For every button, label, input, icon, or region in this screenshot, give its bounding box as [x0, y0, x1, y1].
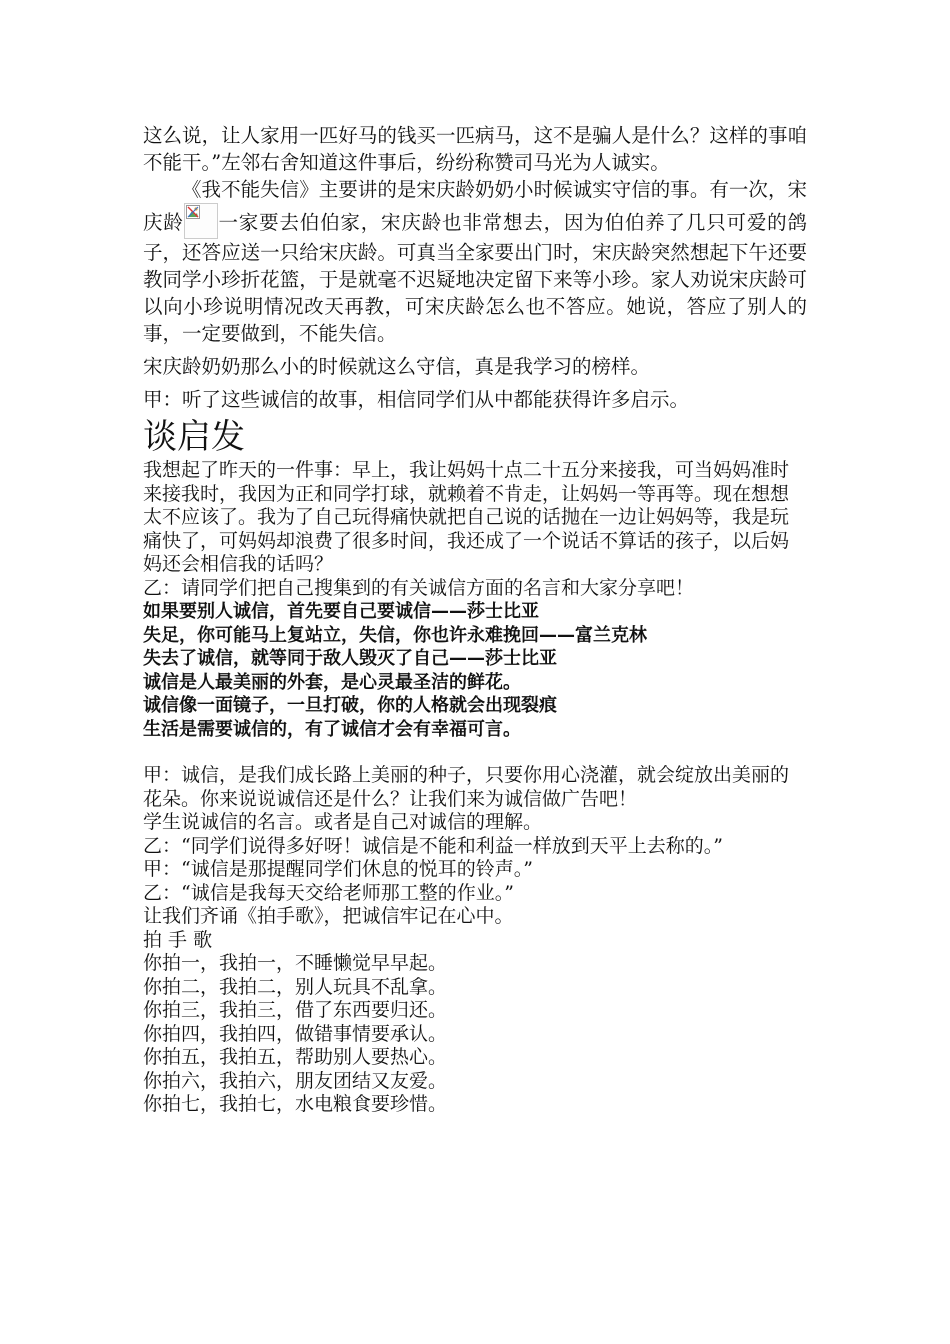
student-instruction: 学生说诚信的名言。或者是自己对诚信的理解。 — [143, 811, 543, 833]
image-placeholder-icon — [186, 205, 200, 219]
story-paragraph-sima-guang: 这么说，让人家用一匹好马的钱买一匹病马，这不是骗人是什么？这样的事咱不能干。”左邻右舍知道这件事后，纷纷称赞司马光为人诚实。 — [143, 124, 807, 174]
dialogue-yi-1: 乙：请同学们把自己搜集到的有关诚信方面的名言和大家分享吧！ — [143, 576, 695, 599]
song-line: 你拍一，我拍一，不睡懒觉早早起。 — [143, 952, 448, 974]
dialogue-jia-3: 甲：“诚信是那提醒同学们休息的悦耳的铃声。” — [143, 858, 533, 880]
song-lines — [143, 952, 807, 1117]
quote-item: 生活是需要诚信的，有了诚信才会有幸福可言。 — [143, 718, 521, 740]
story-text-part-2: 一家要去伯伯家，宋庆龄也非常想去，因为伯伯养了几只可爱的鸽子，还答应送一只给宋庆龄。可真当全家要出门时，宋庆龄突然想起下午还要教同学小珍折花篮，于是就毫不迟疑地决定留下来等小珍。家人劝说宋庆龄可以向小珍说明情况改天再教，可宋庆龄怎么也不答应。她说，答应了别人的事，一定要做到，不能失信。 — [143, 211, 807, 345]
song-line: 你拍四，我拍四，做错事情要承认。 — [143, 1022, 448, 1045]
quote-item: 如果要别人诚信，首先要自己要诚信——莎士比亚 — [143, 601, 539, 622]
dialogue-yi-3: 乙：“诚信是我每天交给老师那工整的作业。” — [143, 881, 514, 904]
inspiration-paragraph: 我想起了昨天的一件事：早上，我让妈妈十点二十五分来接我，可当妈妈准时来接我时，我因为正和同学打球，就赖着不肯走，让妈妈一等再等。现在想想太不应该了。我为了自己玩得痛快就把自己说的话抛在一边让妈妈等，我是玩痛快了，可妈妈却浪费了很多时间，我还成了一个说话不算话的孩子，以后妈妈还会相信我的话吗？ — [143, 459, 790, 575]
reflection-paragraph: 宋庆龄奶奶那么小的时候就这么守信，真是我学习的榜样。 — [143, 355, 651, 378]
song-line: 你拍三，我拍三，借了东西要归还。 — [143, 999, 448, 1021]
song-line: 你拍六，我拍六，朋友团结又友爱。 — [143, 1069, 448, 1092]
quote-item: 失足，你可能马上复站立，失信，你也许永难挽回——富兰克林 — [143, 624, 647, 646]
recite-instruction: 让我们齐诵《拍手歌》，把诚信牢记在心中。 — [143, 905, 514, 927]
dialogue-yi-2: 乙：“同学们说得多好呀！诚信是不能和利益一样放到天平上去称的。” — [143, 834, 723, 857]
quote-item: 失去了诚信，就等同于敌人毁灭了自己——莎士比亚 — [143, 648, 557, 669]
quotes-list — [143, 600, 807, 741]
song-title: 拍 手 歌 — [143, 928, 213, 951]
broken-image-icon — [184, 203, 218, 239]
story-paragraph-song-qingling — [143, 176, 807, 347]
song-line: 你拍二，我拍二，别人玩具不乱拿。 — [143, 975, 448, 998]
dialogue-jia-2: 甲：诚信，是我们成长路上美丽的种子，只要你用心浇灌，就会绽放出美丽的花朵。你来说说诚信还是什么？让我们来为诚信做广告吧！ — [143, 764, 790, 810]
blank-line — [143, 741, 807, 764]
quote-item: 诚信是人最美丽的外套，是心灵最圣洁的鲜花。 — [143, 671, 521, 693]
song-line: 你拍五，我拍五，帮助别人要热心。 — [143, 1046, 448, 1068]
song-line: 你拍七，我拍七，水电粮食要珍惜。 — [143, 1093, 448, 1115]
section-heading: 谈启发 — [143, 417, 245, 457]
document-page — [143, 122, 807, 1117]
story-text-part-1: 《我不能失信》主要讲的是宋庆龄奶奶小时候诚实守信的事。有一次，宋庆龄 — [143, 178, 807, 234]
quote-item: 诚信像一面镜子，一旦打破，你的人格就会出现裂痕 — [143, 695, 557, 716]
dialogue-jia-1: 甲：听了这些诚信的故事，相信同学们从中都能获得许多启示。 — [143, 388, 690, 411]
